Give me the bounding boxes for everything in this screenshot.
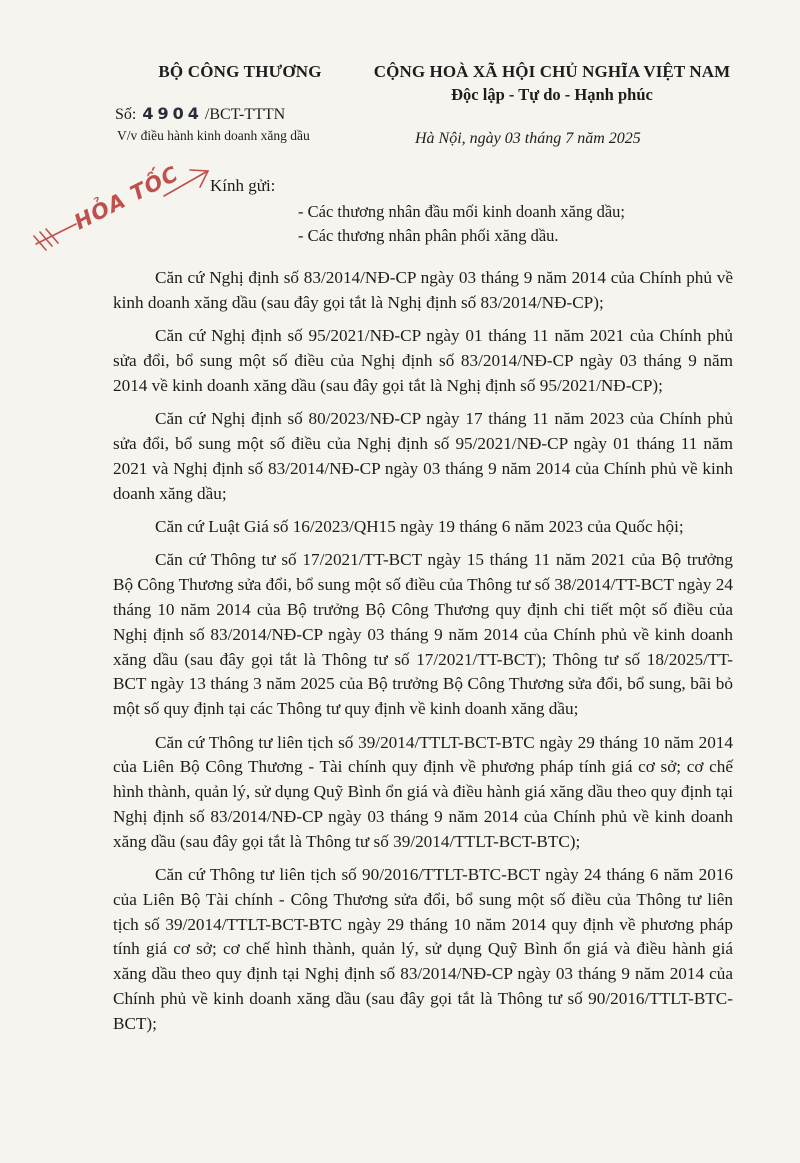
- body-paragraph: Căn cứ Thông tư liên tịch số 90/2016/TTLT-BTC-BCT ngày 24 tháng 6 năm 2016 của Liên Bộ Tài chính - Công Thương sửa đổi, bổ sung một số điều của Thông tư liên tịch số 39/2014/TTLT-BCT-BTC ngày 29 tháng 10 năm 2014 quy định về phương pháp tính giá cơ sở; cơ chế hình thành, quản lý, sử dụng Quỹ Bình ổn giá và điều hành giá xăng dầu theo quy định tại Nghị định số 83/2014/NĐ-CP ngày 03 tháng 9 năm 2014 của Chính phủ về kinh doanh xăng dầu (sau đây gọi tắt là Thông tư số 90/2016/TTLT-BTC-BCT);: [113, 865, 733, 1033]
- body-paragraph: Căn cứ Nghị định số 95/2021/NĐ-CP ngày 01 tháng 11 năm 2021 của Chính phủ sửa đổi, bổ sung một số điều của Nghị định số 83/2014/NĐ-CP ngày 03 tháng 9 năm 2014 về kinh doanh xăng dầu (sau đây gọi tắt là Nghị định số 95/2021/NĐ-CP);: [113, 326, 733, 395]
- recipient-item: - Các thương nhân đầu mối kinh doanh xăng dầu;: [298, 202, 625, 221]
- body-paragraph: Căn cứ Luật Giá số 16/2023/QH15 ngày 19 tháng 6 năm 2023 của Quốc hội;: [155, 516, 684, 536]
- nation-block: [367, 62, 737, 105]
- recipient-list: [298, 200, 625, 248]
- agency-block: [120, 62, 360, 82]
- issue-date: Hà Nội, ngày 03 tháng 7 năm 2025: [415, 130, 641, 147]
- urgent-stamp: [24, 160, 214, 270]
- motto: Độc lập - Tự do - Hạnh phúc: [451, 85, 653, 104]
- recipient-item: - Các thương nhân phân phối xăng dầu.: [298, 226, 559, 245]
- subject-line: V/v điều hành kinh doanh xăng dầu: [117, 128, 310, 143]
- stamp-arrow-fletching: [34, 229, 58, 250]
- document-body: [113, 266, 733, 1045]
- handwritten-number: 4904: [142, 104, 203, 123]
- number-suffix: /BCT-TTTN: [204, 106, 286, 123]
- body-paragraph: Căn cứ Nghị định số 80/2023/NĐ-CP ngày 17 tháng 11 năm 2023 của Chính phủ sửa đổi, bổ sung một số điều của Nghị định số 95/2021/NĐ-CP ngày 01 tháng 11 năm 2021 và Nghị định số 83/2014/NĐ-CP ngày 03 tháng 9 năm 2014 của Chính phủ về kinh doanh xăng dầu;: [113, 409, 733, 503]
- document-number: [115, 104, 285, 124]
- body-paragraph: Căn cứ Thông tư số 17/2021/TT-BCT ngày 15 tháng 11 năm 2021 của Bộ trưởng Bộ Công Thương sửa đổi, bổ sung một số điều của Thông tư số 38/2014/TT-BCT ngày 24 tháng 10 năm 2014 của Bộ trưởng Bộ Công Thương quy định chi tiết một số điều của Nghị định số 83/2014/NĐ-CP ngày 03 tháng 9 năm 2014 của Chính phủ về kinh doanh xăng dầu (sau đây gọi tắt là Thông tư số 17/2021/TT-BCT); Thông tư số 18/2025/TT-BCT ngày 13 tháng 3 năm 2025 của Bộ trưởng Bộ Công Thương sửa đổi, bổ sung, bãi bỏ một số quy định tại các Thông tư quy định về kinh doanh xăng dầu;: [113, 550, 733, 719]
- nation-title: CỘNG HOÀ XÃ HỘI CHỦ NGHĨA VIỆT NAM: [373, 62, 731, 81]
- number-prefix: Số:: [115, 106, 137, 123]
- body-paragraph: Căn cứ Nghị định số 83/2014/NĐ-CP ngày 03 tháng 9 năm 2014 của Chính phủ về kinh doanh xăng dầu (sau đây gọi tắt là Nghị định số 83/2014/NĐ-CP);: [113, 268, 733, 312]
- agency-name: BỘ CÔNG THƯƠNG: [158, 62, 322, 81]
- stamp-text: HỎA TỐC: [70, 161, 183, 235]
- salutation-label: Kính gửi:: [210, 176, 276, 195]
- body-paragraph: Căn cứ Thông tư liên tịch số 39/2014/TTLT-BCT-BTC ngày 29 tháng 10 năm 2014 của Liên Bộ Công Thương - Tài chính quy định về phương pháp tính giá cơ sở; cơ chế hình thành, quản lý, sử dụng Quỹ Bình ổn giá và điều hành giá xăng dầu theo quy định tại Nghị định số 83/2014/NĐ-CP ngày 03 tháng 9 năm 2014 của Chính phủ về kinh doanh xăng dầu (sau đây gọi tắt là Thông tư số 39/2014/TTLT-BCT-BTC);: [113, 732, 733, 851]
